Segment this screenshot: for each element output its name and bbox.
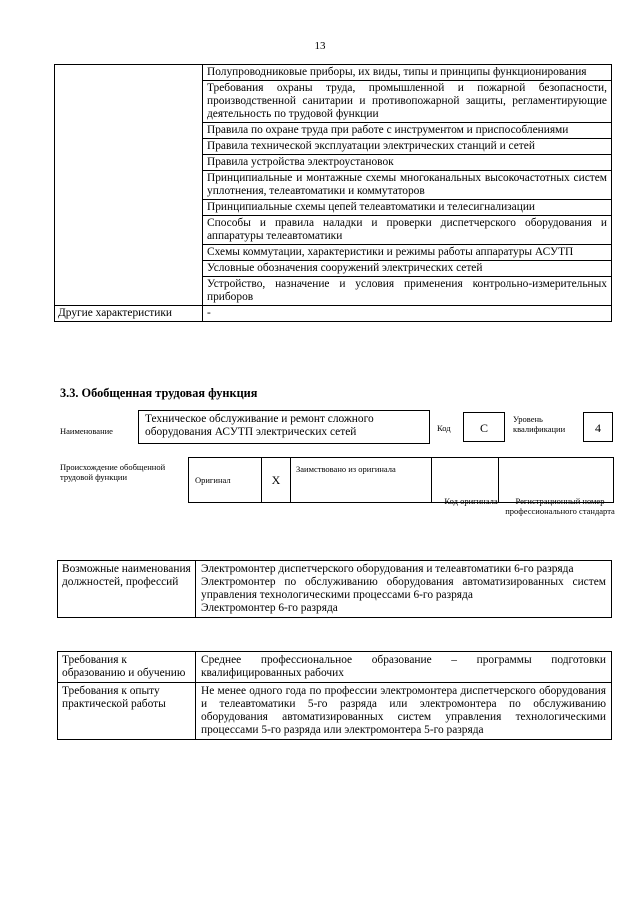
qualification-level-label: Уровень квалификации [513, 414, 566, 434]
table-row [58, 561, 612, 618]
other-characteristics-value: - [203, 306, 612, 322]
knowledge-label-cell [55, 65, 203, 306]
positions-values [196, 561, 612, 618]
table-row [58, 652, 612, 683]
knowledge-item: Устройство, назначение и условия применения контрольно-измерительных приборов [203, 277, 612, 306]
experience-requirements-label: Требования к опыту практической работы [58, 683, 196, 740]
knowledge-item: Схемы коммутации, характеристики и режимы работы аппаратуры АСУТП [203, 245, 612, 261]
function-name-label: Наименование [60, 426, 113, 436]
section-title: 3.3. Обобщенная трудовая функция [60, 386, 258, 400]
knowledge-item: Условные обозначения сооружений электрических сетей [203, 261, 612, 277]
knowledge-item: Требования охраны труда, промышленной и пожарной безопасности, производственной санитарии и противопожарной защиты, регламентирующие деятельность по трудовой функции [203, 81, 612, 123]
code-label: Код [437, 423, 451, 433]
qualification-level-value: 4 [583, 412, 613, 442]
original-code-caption: Код оригинала [444, 496, 498, 506]
knowledge-table [54, 64, 612, 322]
experience-requirements-value: Не менее одного года по профессии электромонтера диспетчерского оборудования и телеавтоматики 5-го разряда или электромонтера по обслуживанию оборудования автоматизированных систем управления технологическими процессами 5-го разряда или электромонтера 5-го разряда [196, 683, 612, 740]
education-requirements-label: Требования к образованию и обучению [58, 652, 196, 683]
position-item: Электромонтер 6-го разряда [201, 602, 338, 614]
borrowed-label: Заимствовано из оригинала [291, 458, 432, 503]
code-value: C [463, 412, 505, 442]
position-item: Электромонтер диспетчерского оборудования и телеавтоматики 6-го разряда [201, 563, 574, 575]
table-row [58, 683, 612, 740]
knowledge-item: Правила устройства электроустановок [203, 155, 612, 171]
position-item: Электромонтер по обслуживанию оборудования автоматизированных систем управления технологическими процессами 6-го разряда [201, 576, 606, 601]
table-row [55, 65, 612, 81]
knowledge-item: Правила по охране труда при работе с инструментом и приспособлениями [203, 123, 612, 139]
origin-label: Происхождение обобщенной трудовой функции [60, 462, 166, 482]
other-characteristics-label: Другие характеристики [55, 306, 203, 322]
registration-number-caption: Регистрационный номер профессионального стандарта [505, 496, 615, 516]
knowledge-item: Правила технической эксплуатации электрических станций и сетей [203, 139, 612, 155]
requirements-table [57, 651, 612, 740]
table-row [55, 306, 612, 322]
knowledge-item: Принципиальные схемы цепей телеавтоматики и телесигнализации [203, 200, 612, 216]
knowledge-item: Полупроводниковые приборы, их виды, типы и принципы функционирования [203, 65, 612, 81]
original-mark: X [262, 458, 291, 503]
positions-table [57, 560, 612, 618]
knowledge-item: Способы и правила наладки и проверки диспетчерского оборудования и аппаратуры телеавтоматики [203, 216, 612, 245]
function-name-value: Техническое обслуживание и ремонт сложного оборудования АСУТП электрических сетей [138, 410, 430, 444]
knowledge-item: Принципиальные и монтажные схемы многоканальных высокочастотных систем уплотнения, телеавтоматики и коммутаторов [203, 171, 612, 200]
positions-label: Возможные наименования должностей, профессий [58, 561, 196, 618]
original-label: Оригинал [189, 458, 262, 503]
education-requirements-value: Среднее профессиональное образование – программы подготовки квалифицированных рабочих [196, 652, 612, 683]
page-number: 13 [314, 40, 326, 52]
